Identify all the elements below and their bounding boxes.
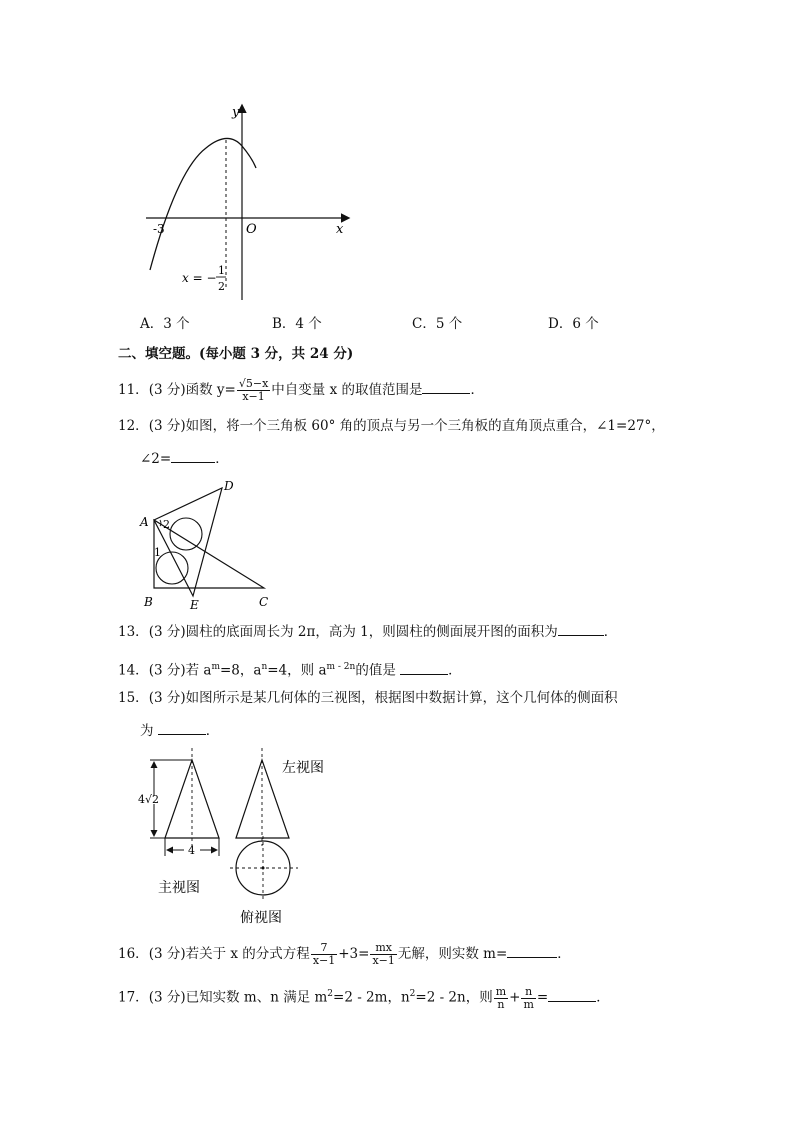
left-view-label: 左视图 xyxy=(282,760,324,776)
answer-blank-12[interactable] xyxy=(171,448,215,463)
axis-eq-num: 1 xyxy=(218,264,225,277)
question-15: 15．(3 分)如图所示是某几何体的三视图，根据图中数据计算，这个几何体的侧面积 xyxy=(118,690,618,706)
label-b: B xyxy=(144,595,153,609)
option-a[interactable]: A．3 个 xyxy=(140,316,190,332)
height-label: 4√2 xyxy=(138,793,160,806)
question-17: 17．(3 分)已知实数 m、n 满足 $m^2=2 - 2m$，$n^2=2 - 2n$，则 $\frac{m}{n}$ + $\frac{n}{m}$ = ． xyxy=(118,984,610,1011)
option-c[interactable]: C．5 个 xyxy=(412,316,463,332)
option-b[interactable]: B．4 个 xyxy=(272,316,322,332)
answer-blank-17[interactable] xyxy=(548,987,596,1002)
origin-label: O xyxy=(246,222,257,237)
label-e: E xyxy=(190,598,199,612)
triangle-figure xyxy=(138,476,278,616)
angle-2-label: 2 xyxy=(163,518,170,531)
question-14: 14．(3 分)若 $a^m=8$，$a^n=4$，则 $a^{m - 2n}$的值是 ． xyxy=(118,657,462,681)
three-views-figure xyxy=(136,746,346,928)
label-a: A xyxy=(140,515,149,529)
question-13: 13．(3 分)圆柱的底面周长为 2π，高为 1，则圆柱的侧面展开图的面积为 ． xyxy=(118,621,617,642)
answer-blank-14[interactable] xyxy=(400,660,448,675)
y-axis-label: y xyxy=(232,105,240,120)
width-label: 4 xyxy=(188,844,195,857)
axis-eq-label: x = − xyxy=(182,271,217,285)
root-label: -3 xyxy=(153,222,165,236)
front-view-label: 主视图 xyxy=(158,880,200,896)
question-12: 12．(3 分)如图，将一个三角板 60° 角的顶点与另一个三角板的直角顶点重合，∠1=27°， xyxy=(118,418,665,434)
section-header: 二、填空题。(每小题 3 分，共 24 分) xyxy=(118,346,354,362)
parabola-curve xyxy=(150,138,256,270)
answer-blank-11[interactable] xyxy=(422,379,470,394)
label-c: C xyxy=(259,595,269,609)
parabola-graph xyxy=(140,100,360,305)
triangle-ade xyxy=(154,488,222,596)
answer-blank-15[interactable] xyxy=(158,720,206,735)
option-d[interactable]: D．6 个 xyxy=(548,316,599,332)
top-view-label: 俯视图 xyxy=(240,910,282,926)
x-axis-label: x xyxy=(336,222,344,237)
question-12-line2: ∠2= ． xyxy=(140,448,229,469)
question-15-line2: 为 ． xyxy=(140,720,219,741)
angle-1-label: 1 xyxy=(154,546,161,559)
label-d: D xyxy=(224,479,234,493)
axis-eq-den: 2 xyxy=(218,280,225,293)
circle-upper xyxy=(170,518,202,550)
question-11: 11．(3 分)函数 y= $\frac{√5-x}{x-1}$ 中自变量 x 的取值范围是 ． xyxy=(118,377,484,403)
answer-blank-13[interactable] xyxy=(558,621,604,636)
question-16: 16．(3 分)若关于 x 的分式方程 $\frac{7}{x-1}$ +3= $\frac{mx}{x-1}$ 无解，则实数 m= ． xyxy=(118,941,571,967)
answer-blank-16[interactable] xyxy=(507,943,557,958)
